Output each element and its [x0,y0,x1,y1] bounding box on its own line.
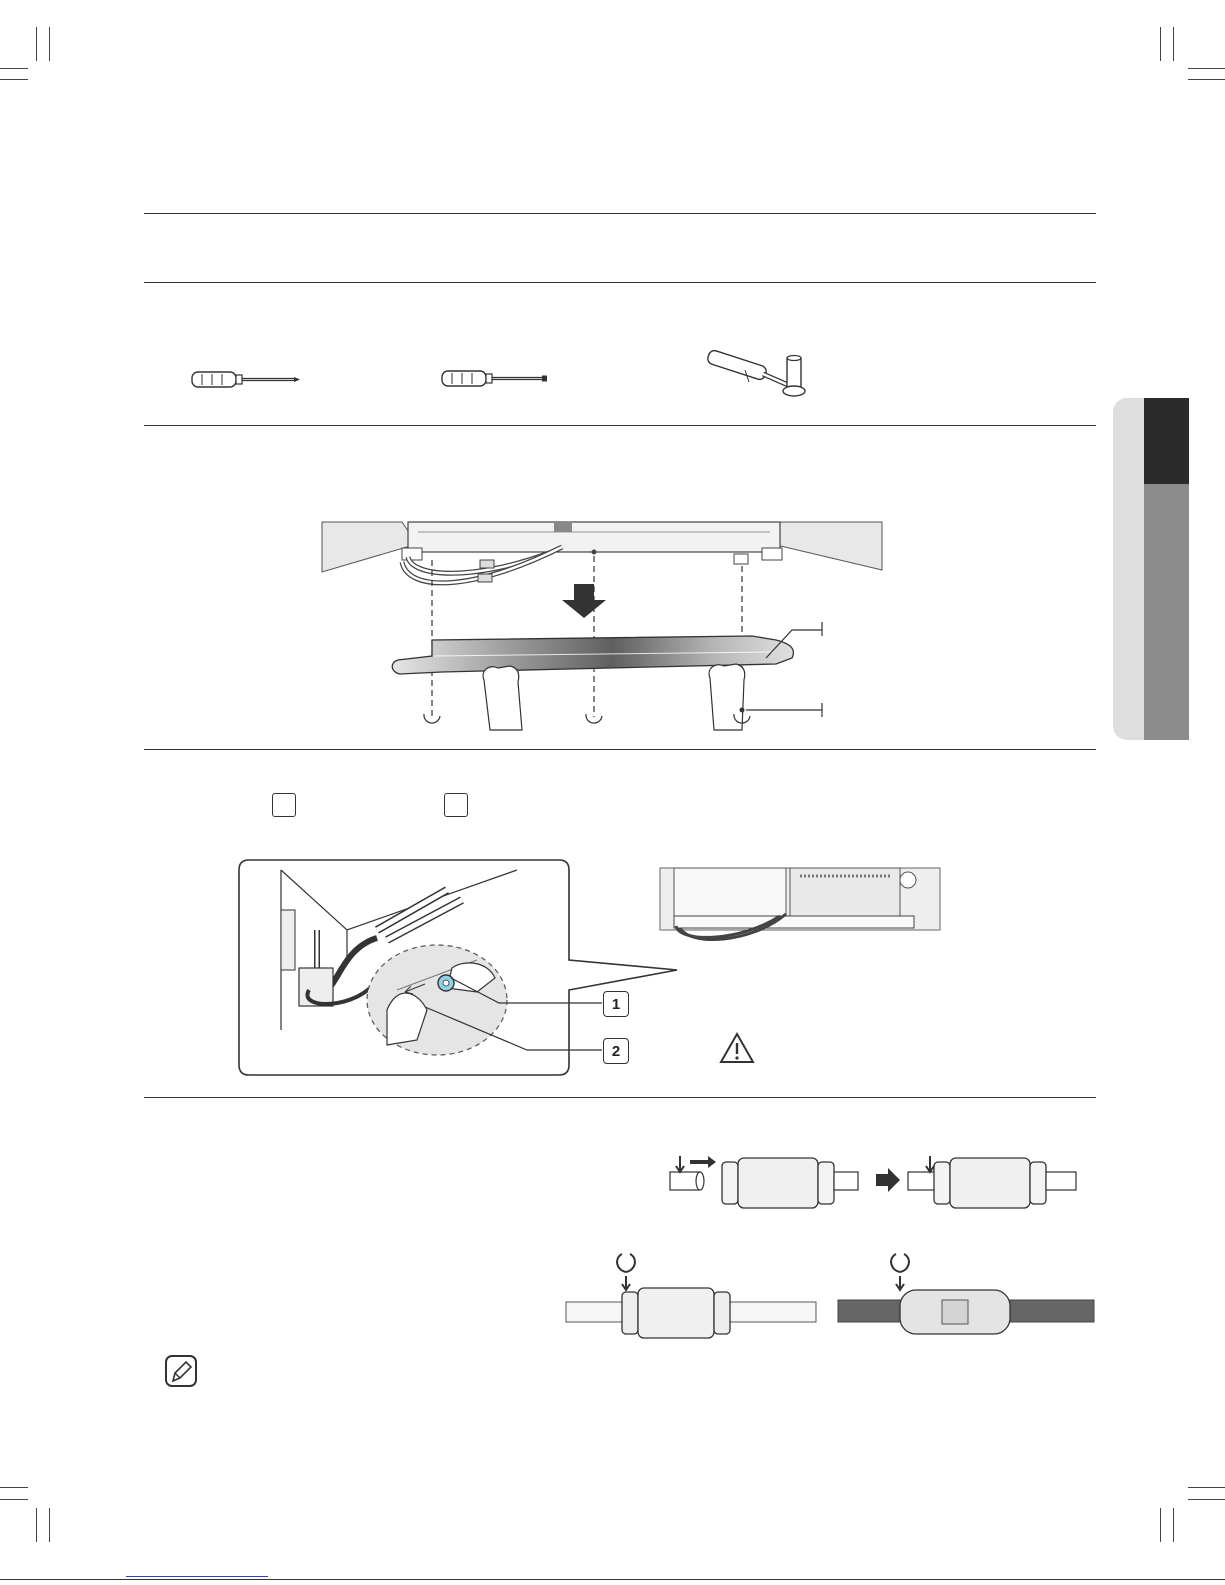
note-pencil-icon [164,1354,198,1388]
callout-1: 1 [603,991,629,1017]
fridge-bottom-overview [660,868,940,948]
footer-rule [0,1579,1225,1580]
rule-1 [144,213,1096,214]
flat-screwdriver-icon [440,367,550,391]
step-checkbox-2 [444,793,468,817]
section-side-tab [1113,398,1189,740]
connector-clip-illustration [566,1250,1096,1348]
warning-triangle-icon [719,1032,755,1064]
rule-5 [144,1097,1096,1098]
footer-link-underline[interactable] [126,1576,268,1577]
front-cover-removal-illustration [322,522,842,730]
step-checkbox-1 [272,793,296,817]
rule-4 [144,749,1096,750]
connector-insert-illustration [668,1152,1098,1214]
rule-2 [144,282,1096,283]
callout-2: 2 [603,1038,629,1064]
rule-3 [144,425,1096,426]
socket-wrench-icon [705,352,815,402]
phillips-screwdriver-icon [190,368,302,392]
